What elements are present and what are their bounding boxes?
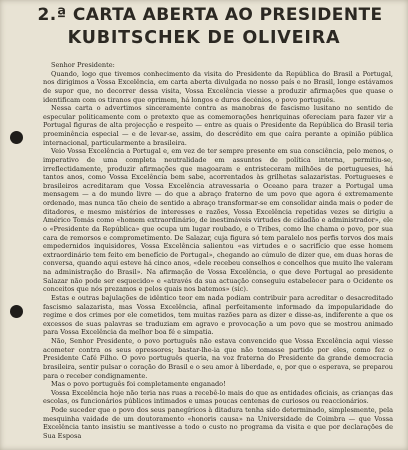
letter-body xyxy=(43,61,393,441)
letter-title xyxy=(0,6,408,48)
paragraph-3: Veio Vossa Excelência a Portugal e, em vez de ter sempre presente em sua consciência, pelo menos, o imperativo de uma completa neutralidade em assuntos de política interna, permitiu-se, irreflectidamente, produzir afirmações que magoaram e entristeceram milhões de portugueses, há tantos anos, como Vossa Excelência bem sabe, acorrentados às grilhetas salazaristas. Portugueses e brasileiros acreditaram que Vossa Excelência atravessaria o Oceano para trazer a Portugal uma mensagem — a do mundo livre — do que a abraço fraterno de um povo que agora é extremamente ordenado, mas nunca tão cheio de sentido a abraço transformar-se em consolidar ainda mais o poder de ditadores, e mesmo mistérios de interesses e razões, Vossa Excelência repetidas vezes se dirigiu a Américo Tomás como «homem extraordinário, de inestimáveis virtudes de cidadão e administrador», ele o «Presidente da República» que ocupa um lugar roubado, e o Tribes, como lhe chama o povo, por sua cara de remorsos e comprometimento. De Salazar, cuja figura só tem paralelo nos perfis torvos dos mais empedernidos inquisidores, Vossa Excelência salientou «as virtudes e o sacrifício que esse homem extraordinário tem feito em benefício de Portugal», chegando ao cúmulo de dizer que, em duas horas de conversa, quando aqui esteve há cinco anos, «dele recebeu conselhos e concelhos que muito lhe valeram na administração do Brasil». Na afirmação de Vossa Excelência, o que deve Portugal ao presidente Salazar não pode ser esquecido» e «através da sua actuação conseguiu estabelecer para o Ocidente os conceitos que nós prezamos e pelos quais nos batemos» (sic). xyxy=(43,147,393,294)
title-line-2: KUBITSCHEK DE OLIVEIRA xyxy=(67,28,341,48)
salutation: Senhor Presidente: xyxy=(51,61,115,69)
paragraph-5: Não, Senhor Presidente, o povo português não estava convencido que Vossa Excelência aqui viesse acometer contra os seus opressores; bastar-lhe-ia que não tomasse partido por eles, como fez o Presidente Café Filho. O povo português queria, na voz fraterna do Presidente da grande democracia brasileira, sentir pulsar o coração do Brasil e o seu amor à liberdade, e, por que o esperava, se preparou para o receber condignamente. xyxy=(43,337,393,380)
title-line-1: 2.ª CARTA ABERTA AO PRESIDENTE xyxy=(37,5,383,25)
paragraph-4: Estas e outras bajulações de idêntico teor em nada podiam contribuir para acreditar o desacreditado fascismo salazarista, mas Vossa Excelência, afinal perfeitamente informado da impopularidade do regime e dos crimes por ele cometidos, tem muitas razões para as dizer e disse-as, indiferente a que os excessos de suas palavras se traduziam em agravo e provocação a um povo que se mostrou animado para Vossa Excelência da melhor boa fé e simpatia. xyxy=(43,293,393,337)
paragraph-1: Quando, logo que tivemos conhecimento da visita do Presidente da República do Brasil a Portugal, nos dirigimos a Vossa Excelência, em carta aberta divulgada no nosso país e no Brasil, longe estávamos de supor que, no decorrer dessa visita, Vossa Excelência viesse a produzir afirmações que quase o identificam com os tiranos que oprimem, há longos e duros decénios, o povo português. xyxy=(43,69,393,104)
paragraph-7: Vossa Excelência hoje não teria nas ruas a recebê-lo mais do que as entidades oficiais, as crianças das escolas, os funcionários públicos intimados e umas poucas centenas de curiosos ou reaccionários. xyxy=(43,388,393,406)
paragraph-6: Mas o povo português foi completamente enganado! xyxy=(51,380,226,389)
punch-hole-top xyxy=(10,131,23,144)
punch-hole-bottom xyxy=(10,305,23,318)
paragraph-2: Nessa carta o advertimos sinceramente contra as manobras de fascismo lusitano no sentido de especular politicamente com o pretexto que as comemorações henriquinas ofereciam para fazer vir a Portugal figuras de alta projecção e respeito — entre as quais o Presidente da República do Brasil teria proeminência especial — e de levar-se, assim, do descrédito em que caíra perante a opinião pública internacional, particularmente a brasileira. xyxy=(43,104,393,147)
paragraph-8: Pode suceder que o povo dos seus panegíricos à ditadura tenha sido determinado, simplesmente, pela mesquinha vaidade de um doutoramento «honoris causa» na Universidade de Coimbra — que Vossa Excelência tanto insistiu se mantivesse a todo o custo no programa da visita e que por declarações de Sua Esposa xyxy=(43,406,393,440)
